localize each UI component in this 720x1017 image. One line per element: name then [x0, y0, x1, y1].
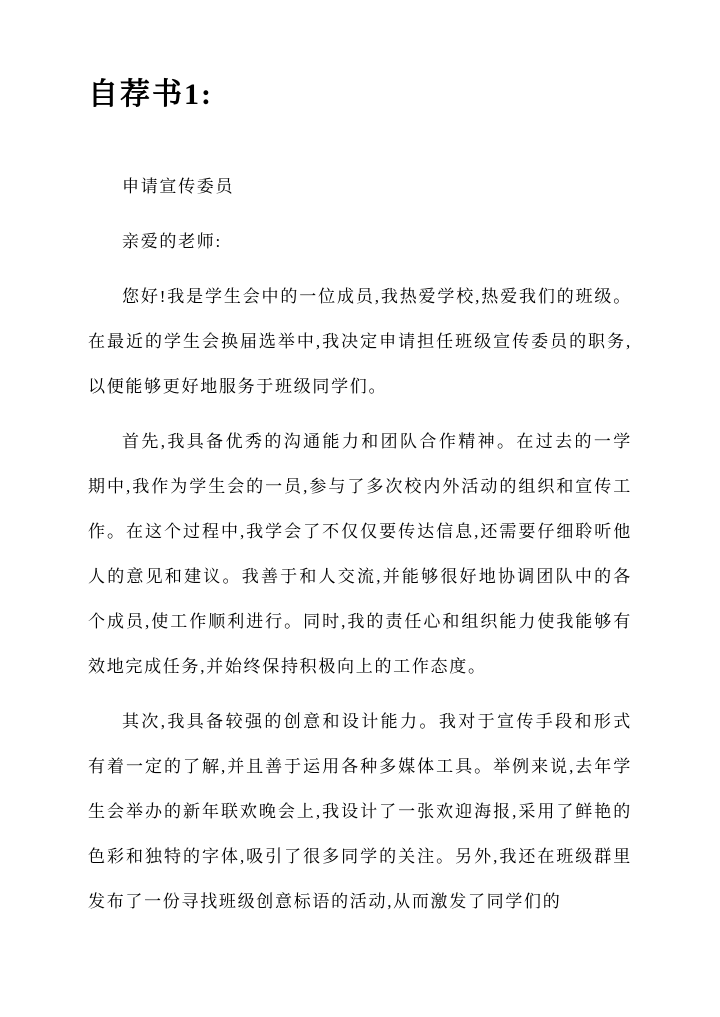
salutation: 亲爱的老师:	[122, 232, 222, 251]
document-title: 自荐书1:	[88, 78, 213, 111]
paragraph-intro: 您好!我是学生会中的一位成员,我热爱学校,热爱我们的班级。在最近的学生会换届选举中,我决定申请担任班级宣传委员的职务,以便能够更好地服务于班级同学们。	[88, 287, 632, 396]
paragraph-communication-skills: 首先,我具备优秀的沟通能力和团队合作精神。在过去的一学期中,我作为学生会的一员,参与了多次校内外活动的组织和宣传工作。在这个过程中,我学会了不仅仅要传达信息,还需要仔细聆听他人的意见和建议。我善于和人交流,并能够很好地协调团队中的各个成员,使工作顺利进行。同时,我的责任心和组织能力使我能够有效地完成任务,并始终保持积极向上的工作态度。	[88, 432, 632, 676]
paragraph-creativity-skills: 其次,我具备较强的创意和设计能力。我对于宣传手段和形式有着一定的了解,并且善于运用各种多媒体工具。举例来说,去年学生会举办的新年联欢晚会上,我设计了一张欢迎海报,采用了鲜艳的色彩和独特的字体,吸引了很多同学的关注。另外,我还在班级群里发布了一份寻找班级创意标语的活动,从而激发了同学们的	[88, 712, 632, 911]
position-line: 申请宣传委员	[122, 177, 235, 196]
